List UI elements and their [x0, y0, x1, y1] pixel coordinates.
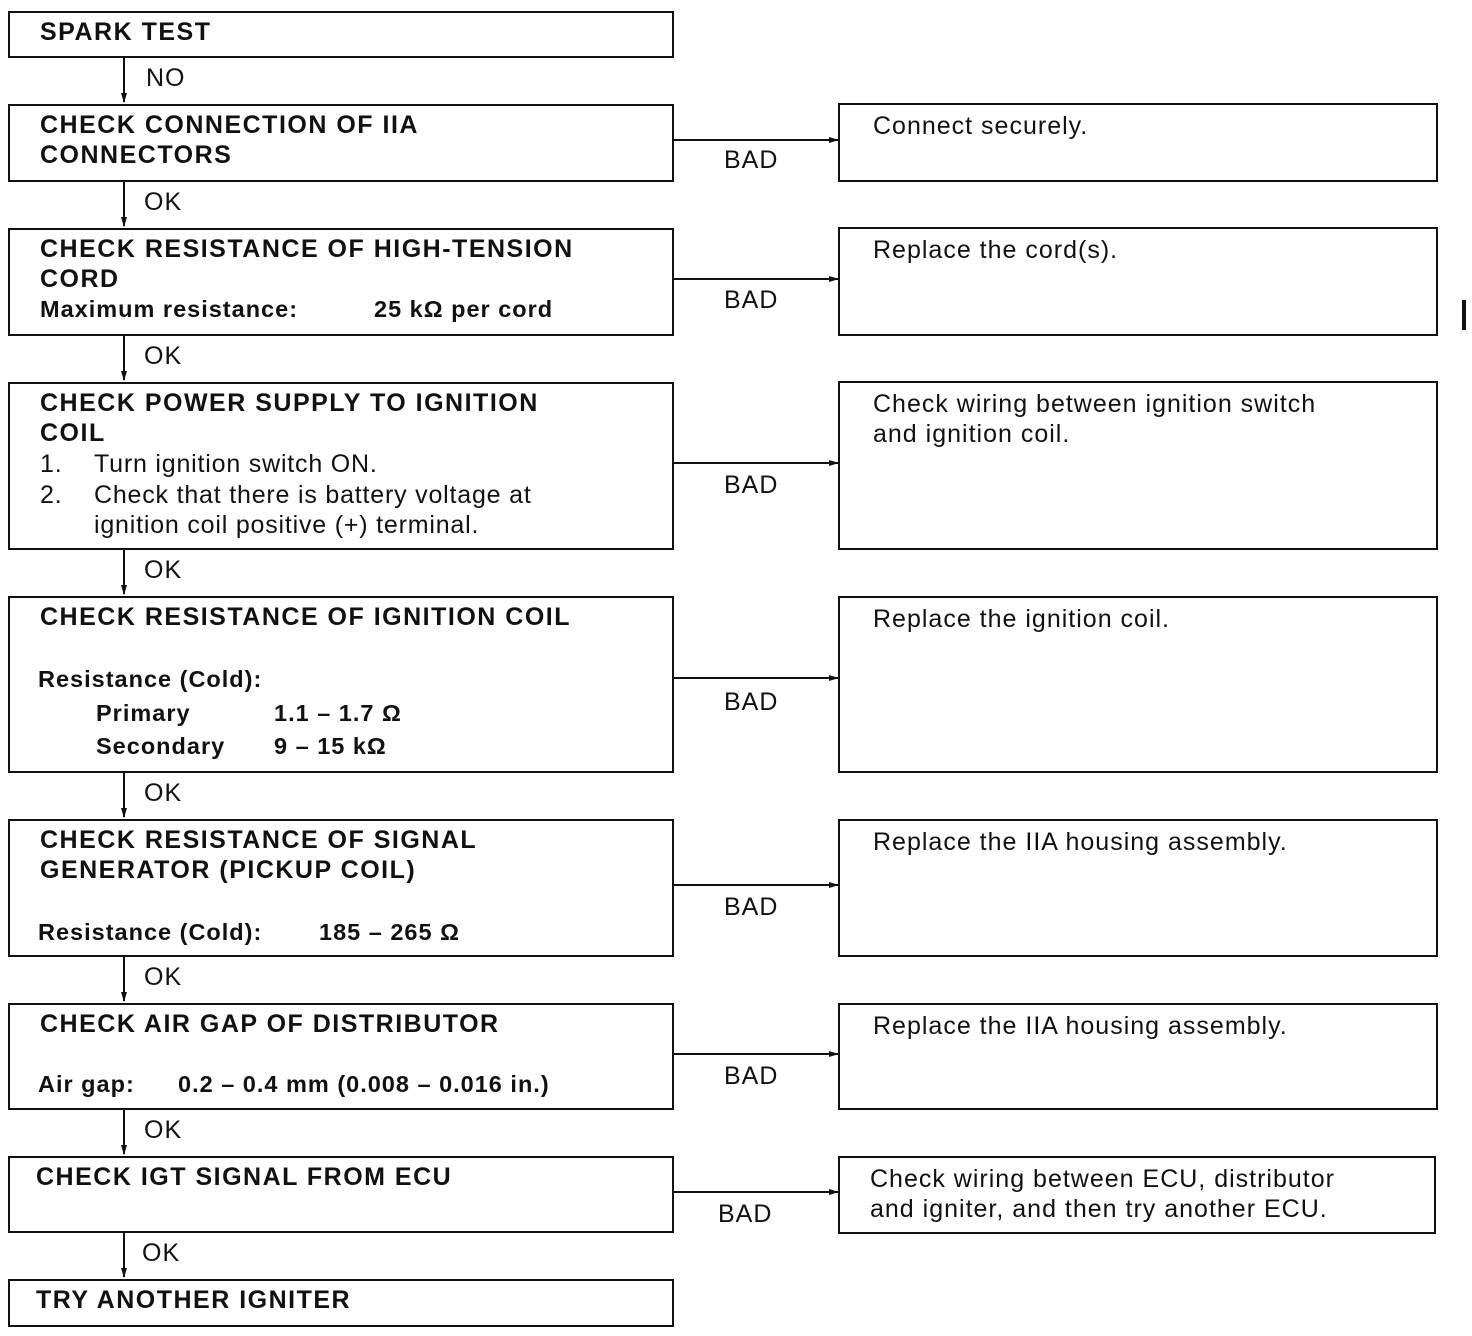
step-3-box — [8, 382, 674, 550]
bad-label-4: BAD — [724, 688, 779, 716]
bad-label-5: BAD — [724, 893, 779, 921]
bad-label-1: BAD — [724, 146, 779, 174]
substep-2 — [40, 481, 532, 510]
spec-row-secondary — [96, 733, 387, 760]
spec-value: 0.2 – 0.4 mm (0.008 – 0.016 in.) — [178, 1071, 550, 1097]
step-2-spec — [40, 296, 553, 323]
spec-value: 185 – 265 Ω — [319, 919, 460, 945]
final-box — [8, 1279, 674, 1327]
start-box — [8, 11, 674, 58]
step-2-title: CHECK RESISTANCE OF HIGH-TENSION CORD — [40, 235, 574, 293]
remedy-5-text: Replace the IIA housing assembly. — [873, 828, 1288, 856]
ok-label-5: OK — [144, 963, 183, 991]
remedy-3-text: Check wiring between ignition switch and ignition coil. — [873, 390, 1317, 448]
spec-row-label: Secondary — [96, 733, 226, 759]
spec-label: Resistance (Cold): — [38, 919, 263, 945]
spec-label: Air gap: — [38, 1071, 135, 1097]
ok-label-6: OK — [144, 1116, 183, 1144]
step-1-title: CHECK CONNECTION OF IIA CONNECTORS — [40, 111, 419, 169]
remedy-1-text: Connect securely. — [873, 112, 1089, 140]
remedy-7-text: Check wiring between ECU, distributor and igniter, and then try another ECU. — [870, 1165, 1335, 1223]
substep-2-text-1: Check that there is battery voltage at — [94, 481, 532, 509]
edge-mark — [1462, 300, 1466, 330]
step-5-box — [8, 819, 674, 957]
step-7-box — [8, 1156, 674, 1233]
bad-label-3: BAD — [724, 471, 779, 499]
ok-label-4: OK — [144, 779, 183, 807]
step-4-box — [8, 596, 674, 773]
remedy-2-text: Replace the cord(s). — [873, 236, 1119, 264]
step-6-spec — [38, 1071, 550, 1098]
step-7-title: CHECK IGT SIGNAL FROM ECU — [36, 1163, 453, 1191]
substep-1-text: Turn ignition switch ON. — [94, 450, 378, 478]
spec-value: 25 kΩ per cord — [374, 296, 554, 322]
no-label: NO — [146, 64, 186, 92]
start-title: SPARK TEST — [40, 18, 212, 46]
step-5-spec — [38, 919, 460, 946]
remedy-6-box — [838, 1003, 1438, 1110]
step-2-box — [8, 228, 674, 336]
remedy-4-text: Replace the ignition coil. — [873, 605, 1170, 633]
remedy-5-box — [838, 819, 1438, 957]
remedy-1-box — [838, 103, 1438, 182]
ok-label-2: OK — [144, 342, 183, 370]
substep-2-continued: ignition coil positive (+) terminal. — [94, 511, 480, 539]
spec-row-label: Primary — [96, 700, 191, 726]
spec-row-value: 9 – 15 kΩ — [274, 733, 387, 759]
remedy-6-text: Replace the IIA housing assembly. — [873, 1012, 1288, 1040]
step-5-title: CHECK RESISTANCE OF SIGNAL GENERATOR (PICKUP COIL) — [40, 826, 478, 884]
substep-1 — [40, 450, 378, 479]
substep-2-num: 2. — [40, 481, 63, 509]
step-1-box — [8, 104, 674, 182]
spec-row-value: 1.1 – 1.7 Ω — [274, 700, 402, 726]
remedy-3-box — [838, 381, 1438, 550]
remedy-7-box — [838, 1156, 1436, 1234]
final-title: TRY ANOTHER IGNITER — [36, 1286, 352, 1314]
step-4-title: CHECK RESISTANCE OF IGNITION COIL — [40, 603, 571, 631]
spec-row-primary — [96, 700, 402, 727]
step-4-spec-heading: Resistance (Cold): — [38, 666, 263, 692]
bad-label-2: BAD — [724, 286, 779, 314]
spec-label: Maximum resistance: — [40, 296, 299, 322]
step-3-title: CHECK POWER SUPPLY TO IGNITION COIL — [40, 389, 539, 447]
ok-label-1: OK — [144, 188, 183, 216]
bad-label-7: BAD — [718, 1200, 773, 1228]
ok-label-7: OK — [142, 1239, 181, 1267]
step-6-title: CHECK AIR GAP OF DISTRIBUTOR — [40, 1010, 500, 1038]
remedy-4-box — [838, 596, 1438, 773]
step-6-box — [8, 1003, 674, 1110]
bad-label-6: BAD — [724, 1062, 779, 1090]
remedy-2-box — [838, 227, 1438, 336]
ok-label-3: OK — [144, 556, 183, 584]
substep-1-num: 1. — [40, 450, 63, 478]
